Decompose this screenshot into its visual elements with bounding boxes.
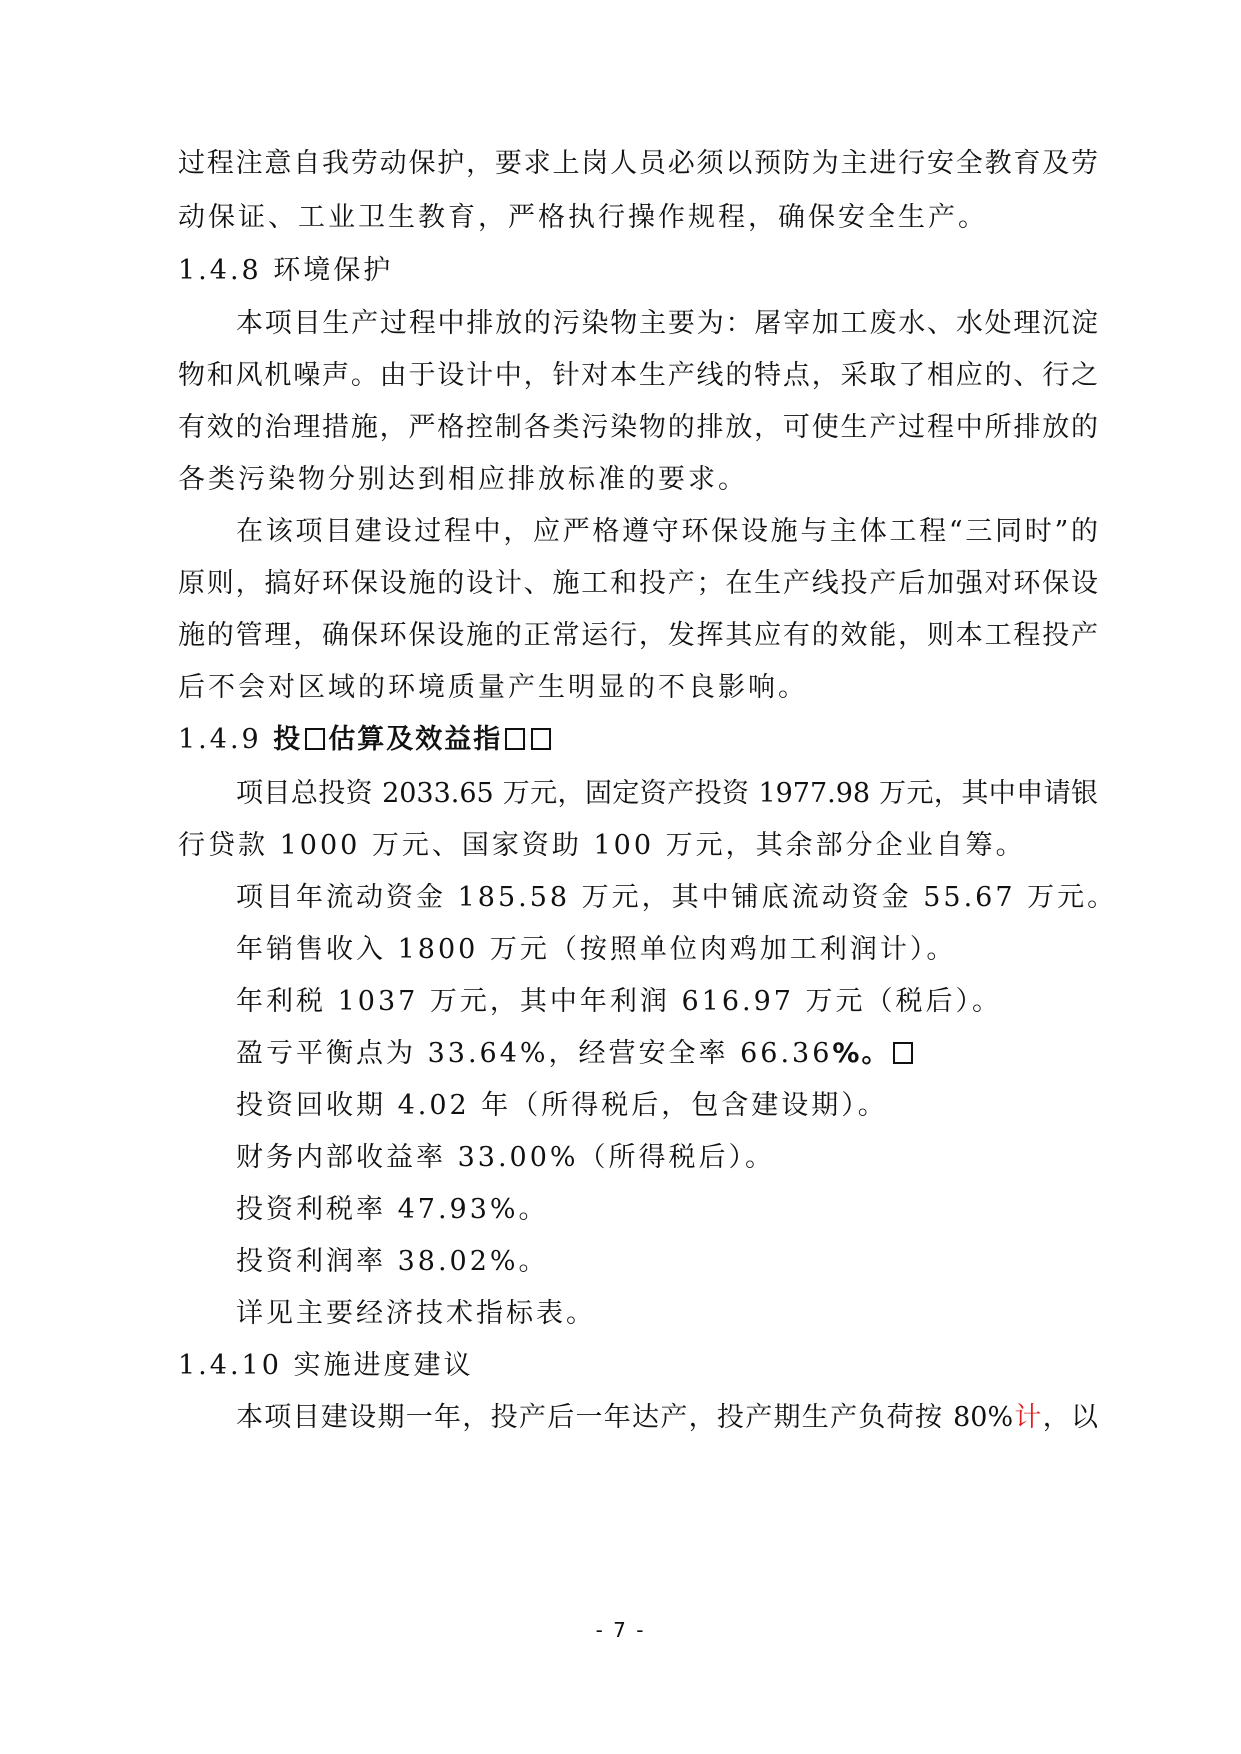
- heading-text-part2: 估算及效益指: [328, 724, 503, 755]
- body-line: 财务内部收益率 33.00%（所得税后）。: [236, 1142, 776, 1173]
- body-line: 后不会对区域的环境质量产生明显的不良影响。: [178, 672, 808, 703]
- body-line: 年利税 1037 万元，其中年利润 616.97 万元（税后）。: [236, 986, 1003, 1017]
- breakeven-line: [236, 1036, 916, 1072]
- body-line: 投资利税率 47.93%。: [236, 1194, 549, 1225]
- body-line: 行贷款 1000 万元、国家资助 100 万元，其余部分企业自筹。: [178, 830, 1026, 861]
- section-heading-1-4-10: 1.4.10 实施进度建议: [178, 1350, 474, 1381]
- body-line: 项目总投资 2033.65 万元，固定资产投资 1977.98 万元，其中申请银: [236, 778, 1098, 809]
- body-line: 物和风机噪声。由于设计中，针对本生产线的特点，采取了相应的、行之: [178, 360, 1098, 391]
- body-line: 各类污染物分别达到相应排放标准的要求。: [178, 464, 748, 495]
- body-line: 本项目生产过程中排放的污染物主要为：屠宰加工废水、水处理沉淀: [236, 308, 1098, 339]
- body-line: 原则，搞好环保设施的设计、施工和投产；在生产线投产后加强对环保设: [178, 568, 1098, 599]
- body-line: 投资利润率 38.02%。: [236, 1246, 549, 1277]
- breakeven-suffix: %。: [832, 1038, 891, 1069]
- section-heading-1-4-8: 1.4.8 环境保护: [178, 255, 394, 286]
- missing-glyph-box: [305, 728, 325, 750]
- body-line: 在该项目建设过程中，应严格遵守环保设施与主体工程“三同时”的: [236, 516, 1098, 547]
- body-line: 投资回收期 4.02 年（所得税后，包含建设期）。: [236, 1090, 888, 1121]
- breakeven-text: 盈亏平衡点为 33.64%，经营安全率 66.36: [236, 1038, 833, 1069]
- missing-glyph-box: [505, 728, 525, 750]
- last-line-text: 本项目建设期一年，投产后一年达产，投产期生产负荷按 80%: [236, 1402, 1014, 1433]
- body-line: 过程注意自我劳动保护，要求上岗人员必须以预防为主进行安全教育及劳: [178, 148, 1098, 179]
- body-line: 项目年流动资金 185.58 万元，其中铺底流动资金 55.67 万元。: [236, 882, 1118, 913]
- page-number: - 7 -: [595, 1618, 646, 1642]
- missing-glyph-box: [893, 1042, 913, 1064]
- body-line: 动保证、工业卫生教育，严格执行操作规程，确保安全生产。: [178, 202, 988, 233]
- heading-text-part1: 投: [273, 724, 303, 755]
- body-line: 有效的治理措施，严格控制各类污染物的排放，可使生产过程中所排放的: [178, 412, 1098, 443]
- last-line-red-text: 计: [1013, 1402, 1043, 1433]
- heading-number: 1.4.9: [178, 724, 274, 755]
- body-line: 详见主要经济技术指标表。: [236, 1298, 596, 1329]
- body-line: 年销售收入 1800 万元（按照单位肉鸡加工利润计）。: [236, 934, 957, 965]
- last-line-tail: ，以: [1042, 1402, 1099, 1433]
- missing-glyph-box: [531, 728, 551, 750]
- section-heading-1-4-9: [178, 722, 554, 758]
- body-line-last: [236, 1400, 1098, 1436]
- body-line: 施的管理，确保环保设施的正常运行，发挥其应有的效能，则本工程投产: [178, 620, 1098, 651]
